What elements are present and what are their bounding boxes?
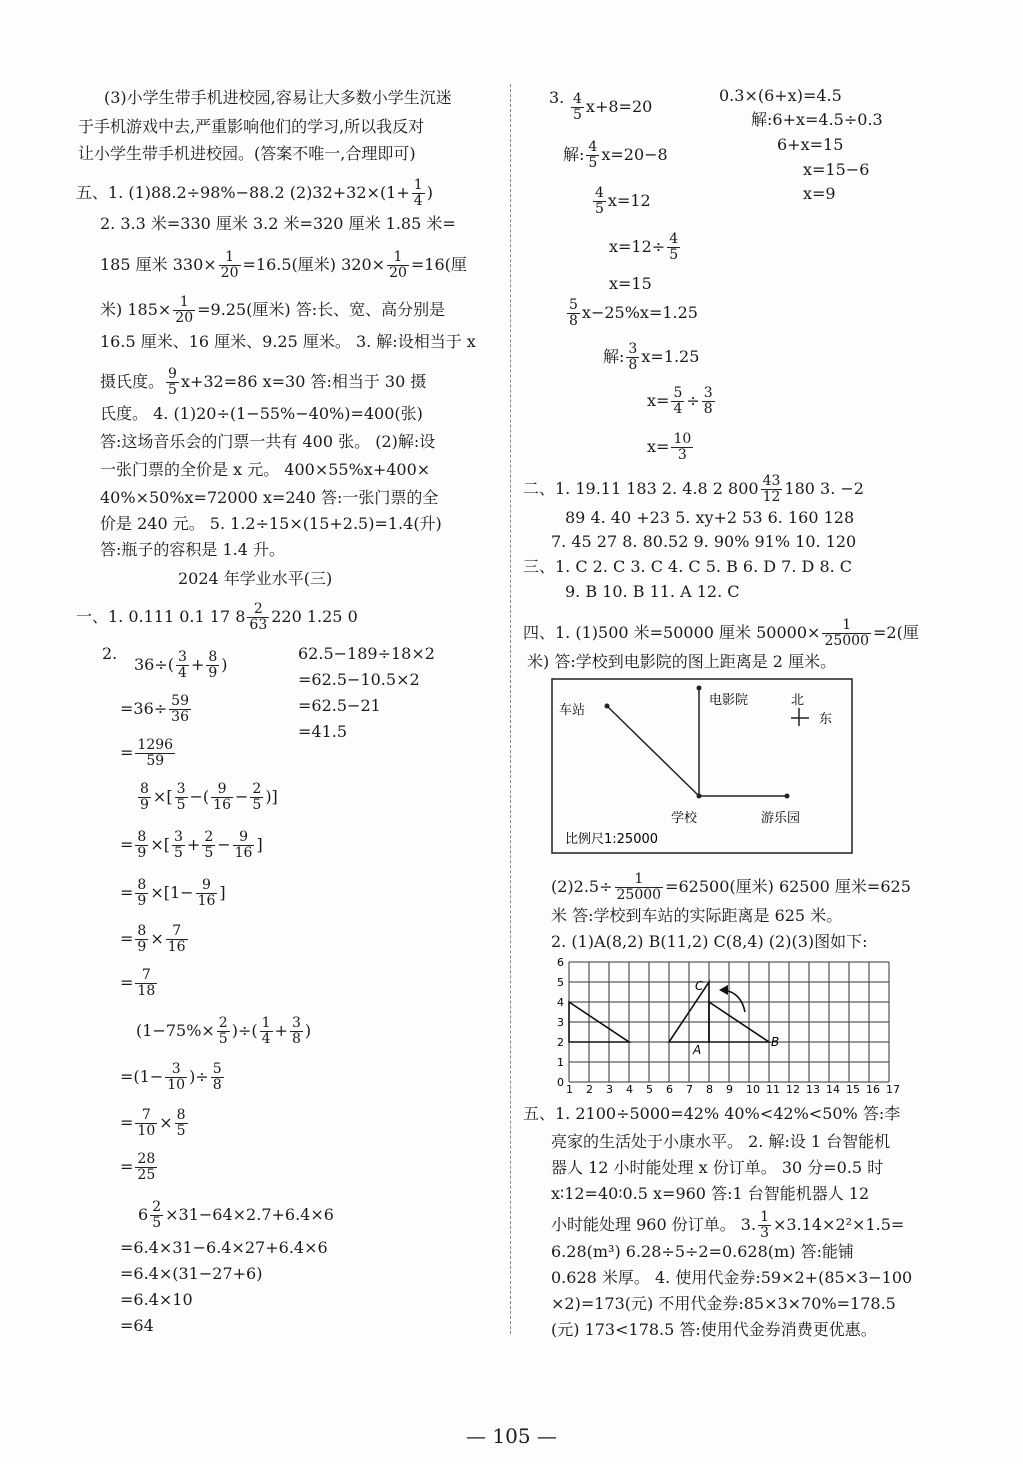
equation-line: $\frac{5}{8}$ x−25%x=1.25 <box>569 297 698 329</box>
text-line: 9. B 10. B 11. A 12. C <box>565 582 740 601</box>
map-figure <box>551 678 853 854</box>
equation-line: x= $\frac{10}{3}$ <box>647 431 692 463</box>
map-label-cinema: 电影院 <box>709 693 749 708</box>
text-line: 二、1. 19.11 183 2. 4.8 2 800 $\frac{43}{12}$ 180 3. −2 <box>523 473 864 505</box>
calc-line: =6.4×10 <box>120 1290 193 1309</box>
text-line: 0.628 米厚。 4. 使用代金券:59×2+(85×3−100 <box>551 1268 913 1287</box>
text-line: 40%×50%x=72000 x=240 答:一张门票的全 <box>100 488 439 507</box>
grid-tick-label: 2 <box>586 1083 593 1094</box>
map-label-station: 车站 <box>559 703 586 718</box>
calc-line: (1−75%× $\frac{2}{5}$ )÷( $\frac{1}{4}$ + $\frac{3}{8}$ ) <box>136 1015 312 1047</box>
text-line: (元) 173<178.5 答:使用代金券消费更优惠。 <box>551 1320 877 1339</box>
map-label-school: 学校 <box>671 811 698 826</box>
grid-tick-label: 4 <box>557 996 564 1009</box>
grid-tick-label: 0 <box>557 1076 564 1089</box>
equation-line: 6+x=15 <box>777 135 844 154</box>
grid-tick-label: 5 <box>557 976 564 989</box>
coordinate-grid <box>535 954 925 1094</box>
calc-line: = $\frac{1296}{59}$ <box>120 737 174 769</box>
text-line: 氏度。 4. (1)20÷(1−55%−40%)=400(张) <box>100 404 423 423</box>
text-line: ×2)=173(元) 不用代金券:85×3×70%=178.5 <box>551 1294 896 1313</box>
calc-line: = $\frac{28}{25}$ <box>120 1151 156 1183</box>
text-line: 7. 45 27 8. 80.52 9. 90% 91% 10. 120 <box>551 532 857 551</box>
equation-line: 解: $\frac{4}{5}$ x=20−8 <box>563 139 668 171</box>
map-label-park: 游乐园 <box>761 811 801 826</box>
calc-line: = $\frac{7}{18}$ <box>120 967 156 999</box>
text-line: 185 厘米 330× $\frac{1}{20}$ =16.5(厘米) 320× $\frac{1}{20}$ =16(厘 <box>100 249 467 281</box>
grid-tick-label: 17 <box>886 1083 900 1094</box>
text-line: 答:瓶子的容积是 1.4 升。 <box>100 540 286 559</box>
map-label-north: 北 <box>791 693 805 708</box>
point-label-c: C <box>695 979 704 993</box>
text-line: 6.28(m³) 6.28÷5÷2=0.628(m) 答:能铺 <box>551 1242 854 1261</box>
text-line: 小时能处理 960 份订单。 3. $\frac{1}{3}$ ×3.14×2²×1.5= <box>551 1209 905 1241</box>
calc-line: =41.5 <box>298 722 348 741</box>
text-line: 四、1. (1)500 米=50000 厘米 50000× $\frac{1}{25000}$ =2(厘 <box>523 617 919 649</box>
calc-line: = $\frac{7}{10}$ × $\frac{8}{5}$ <box>120 1107 186 1139</box>
calc-line: =(1− $\frac{3}{10}$ )÷ $\frac{5}{8}$ <box>120 1061 222 1093</box>
text-line: 器人 12 小时能处理 x 份订单。 30 分=0.5 时 <box>551 1158 884 1177</box>
school-point <box>697 794 702 799</box>
map-scale: 比例尺1:25000 <box>565 832 659 847</box>
point-label-b: B <box>771 1035 780 1049</box>
text-line: 2. 3.3 米=330 厘米 3.2 米=320 厘米 1.85 米= <box>100 214 456 233</box>
column-divider <box>510 84 511 1334</box>
calc-line: =6.4×(31−27+6) <box>120 1264 263 1283</box>
calc-line: =62.5−10.5×2 <box>298 670 420 689</box>
equation-line: $\frac{4}{5}$ x=12 <box>595 185 651 217</box>
cinema-point <box>697 686 702 691</box>
grid-tick-label: 6 <box>666 1083 673 1094</box>
equation-line: x= $\frac{5}{4}$ ÷ $\frac{3}{8}$ <box>647 385 713 417</box>
question-number: 2. <box>102 644 118 663</box>
calc-line: = $\frac{8}{9}$ ×[ $\frac{3}{5}$ + $\frac{2}{5}$ − $\frac{9}{16}$ ] <box>120 829 263 861</box>
text-line: 16.5 厘米、16 厘米、9.25 厘米。 3. 解:设相当于 x <box>100 332 476 351</box>
text-line: 摄氏度。 $\frac{9}{5}$ x+32=86 x=30 答:相当于 30 摄 <box>100 366 427 398</box>
text-line: 答:这场音乐会的门票一共有 400 张。 (2)解:设 <box>100 432 436 451</box>
map-frame <box>552 679 852 853</box>
park-point <box>785 794 790 799</box>
text-line: x∶12=40∶0.5 x=960 答:1 台智能机器人 12 <box>551 1184 870 1203</box>
text-line: 米 答:学校到车站的实际距离是 625 米。 <box>551 906 843 925</box>
equation-line: 0.3×(6+x)=4.5 <box>719 86 842 105</box>
grid-tick-label: 7 <box>686 1083 693 1094</box>
text-line: (2)2.5÷ $\frac{1}{25000}$ =62500(厘米) 62500 厘米=625 <box>551 871 911 903</box>
grid-tick-label: 3 <box>557 1016 564 1029</box>
text-line: 89 4. 40 +23 5. xy+2 53 6. 160 128 <box>565 508 855 527</box>
calc-line: =6.4×31−6.4×27+6.4×6 <box>120 1238 328 1257</box>
text-line: 五、1. 2100÷5000=42% 40%<42%<50% 答:李 <box>523 1104 901 1123</box>
text-line: 价是 240 元。 5. 1.2÷15×(15+2.5)=1.4(升) <box>100 514 442 533</box>
text-line: 于手机游戏中去,严重影响他们的学习,所以我反对 <box>78 117 425 136</box>
text-line: 一张门票的全价是 x 元。 400×55%x+400× <box>100 460 431 479</box>
calc-line: 62.5−189÷18×2 <box>298 644 435 663</box>
equation-line: x=12÷ $\frac{4}{5}$ <box>609 231 679 263</box>
road-station-school <box>607 706 699 796</box>
calc-line: = $\frac{8}{9}$ ×[1− $\frac{9}{16}$ ] <box>120 877 226 909</box>
calc-line: =36÷ $\frac{59}{36}$ <box>120 693 189 725</box>
equation-line: x=15−6 <box>803 160 870 179</box>
calc-line: 36÷( $\frac{3}{4}$ + $\frac{8}{9}$ ) <box>134 649 228 681</box>
equation-line: 解:6+x=4.5÷0.3 <box>751 110 883 129</box>
grid-tick-label: 9 <box>726 1083 733 1094</box>
text-line: 米) 答:学校到电影院的图上距离是 2 厘米。 <box>527 652 837 671</box>
text-line: 三、1. C 2. C 3. C 4. C 5. B 6. D 7. D 8. C <box>523 557 853 576</box>
grid-tick-label: 11 <box>766 1083 780 1094</box>
text-line: 米) 185× $\frac{1}{20}$ =9.25(厘米) 答:长、宽、高分别是 <box>100 294 446 326</box>
calc-line: =64 <box>120 1316 154 1335</box>
text-line: 2. (1)A(8,2) B(11,2) C(8,4) (2)(3)图如下: <box>551 932 868 951</box>
grid-tick-label: 3 <box>606 1083 613 1094</box>
calc-line: $\frac{8}{9}$ ×[ $\frac{3}{5}$ −( $\frac{9}{16}$ − $\frac{2}{5}$ )] <box>140 781 278 813</box>
equation-line: x=15 <box>609 274 652 293</box>
page-number: — 105 — <box>466 1424 557 1448</box>
question-number: 3. <box>549 88 565 107</box>
grid-tick-label: 1 <box>557 1056 564 1069</box>
grid-tick-label: 4 <box>626 1083 633 1094</box>
text-line: 五、1. (1)88.2÷98%−88.2 (2)32+32×(1+ $\frac{1}{4}$ ) <box>76 177 433 209</box>
section-title: 2024 年学业水平(三) <box>178 569 333 588</box>
grid-tick-label: 1 <box>566 1083 573 1094</box>
equation-line: x=9 <box>803 184 836 203</box>
text-line: 让小学生带手机进校园。(答案不唯一,合理即可) <box>78 144 416 163</box>
grid-tick-label: 14 <box>826 1083 840 1094</box>
grid-tick-label: 13 <box>806 1083 820 1094</box>
grid-tick-label: 12 <box>786 1083 800 1094</box>
grid-tick-label: 15 <box>846 1083 860 1094</box>
station-point <box>605 704 610 709</box>
grid-tick-label: 16 <box>866 1083 880 1094</box>
grid-tick-label: 8 <box>706 1083 713 1094</box>
text-line: 亮家的生活处于小康水平。 2. 解:设 1 台智能机 <box>551 1132 891 1151</box>
arrowhead-icon <box>719 985 728 995</box>
equation-line: $\frac{4}{5}$ x+8=20 <box>573 91 653 123</box>
grid-tick-label: 5 <box>646 1083 653 1094</box>
calc-line: =62.5−21 <box>298 696 381 715</box>
calc-line: = $\frac{8}{9}$ × $\frac{7}{16}$ <box>120 923 186 955</box>
grid-tick-label: 2 <box>557 1036 564 1049</box>
text-line: 一、1. 0.111 0.1 17 8 $\frac{2}{63}$ 220 1.25 0 <box>76 601 358 633</box>
text-line: (3)小学生带手机进校园,容易让大多数小学生沉迷 <box>104 88 452 107</box>
grid-tick-label: 6 <box>557 956 564 969</box>
map-label-east: 东 <box>819 712 833 727</box>
equation-line: 解: $\frac{3}{8}$ x=1.25 <box>603 341 700 373</box>
calc-line: 6 $\frac{2}{5}$ ×31−64×2.7+6.4×6 <box>138 1199 334 1231</box>
grid-tick-label: 10 <box>746 1083 760 1094</box>
point-label-a: A <box>693 1043 702 1057</box>
